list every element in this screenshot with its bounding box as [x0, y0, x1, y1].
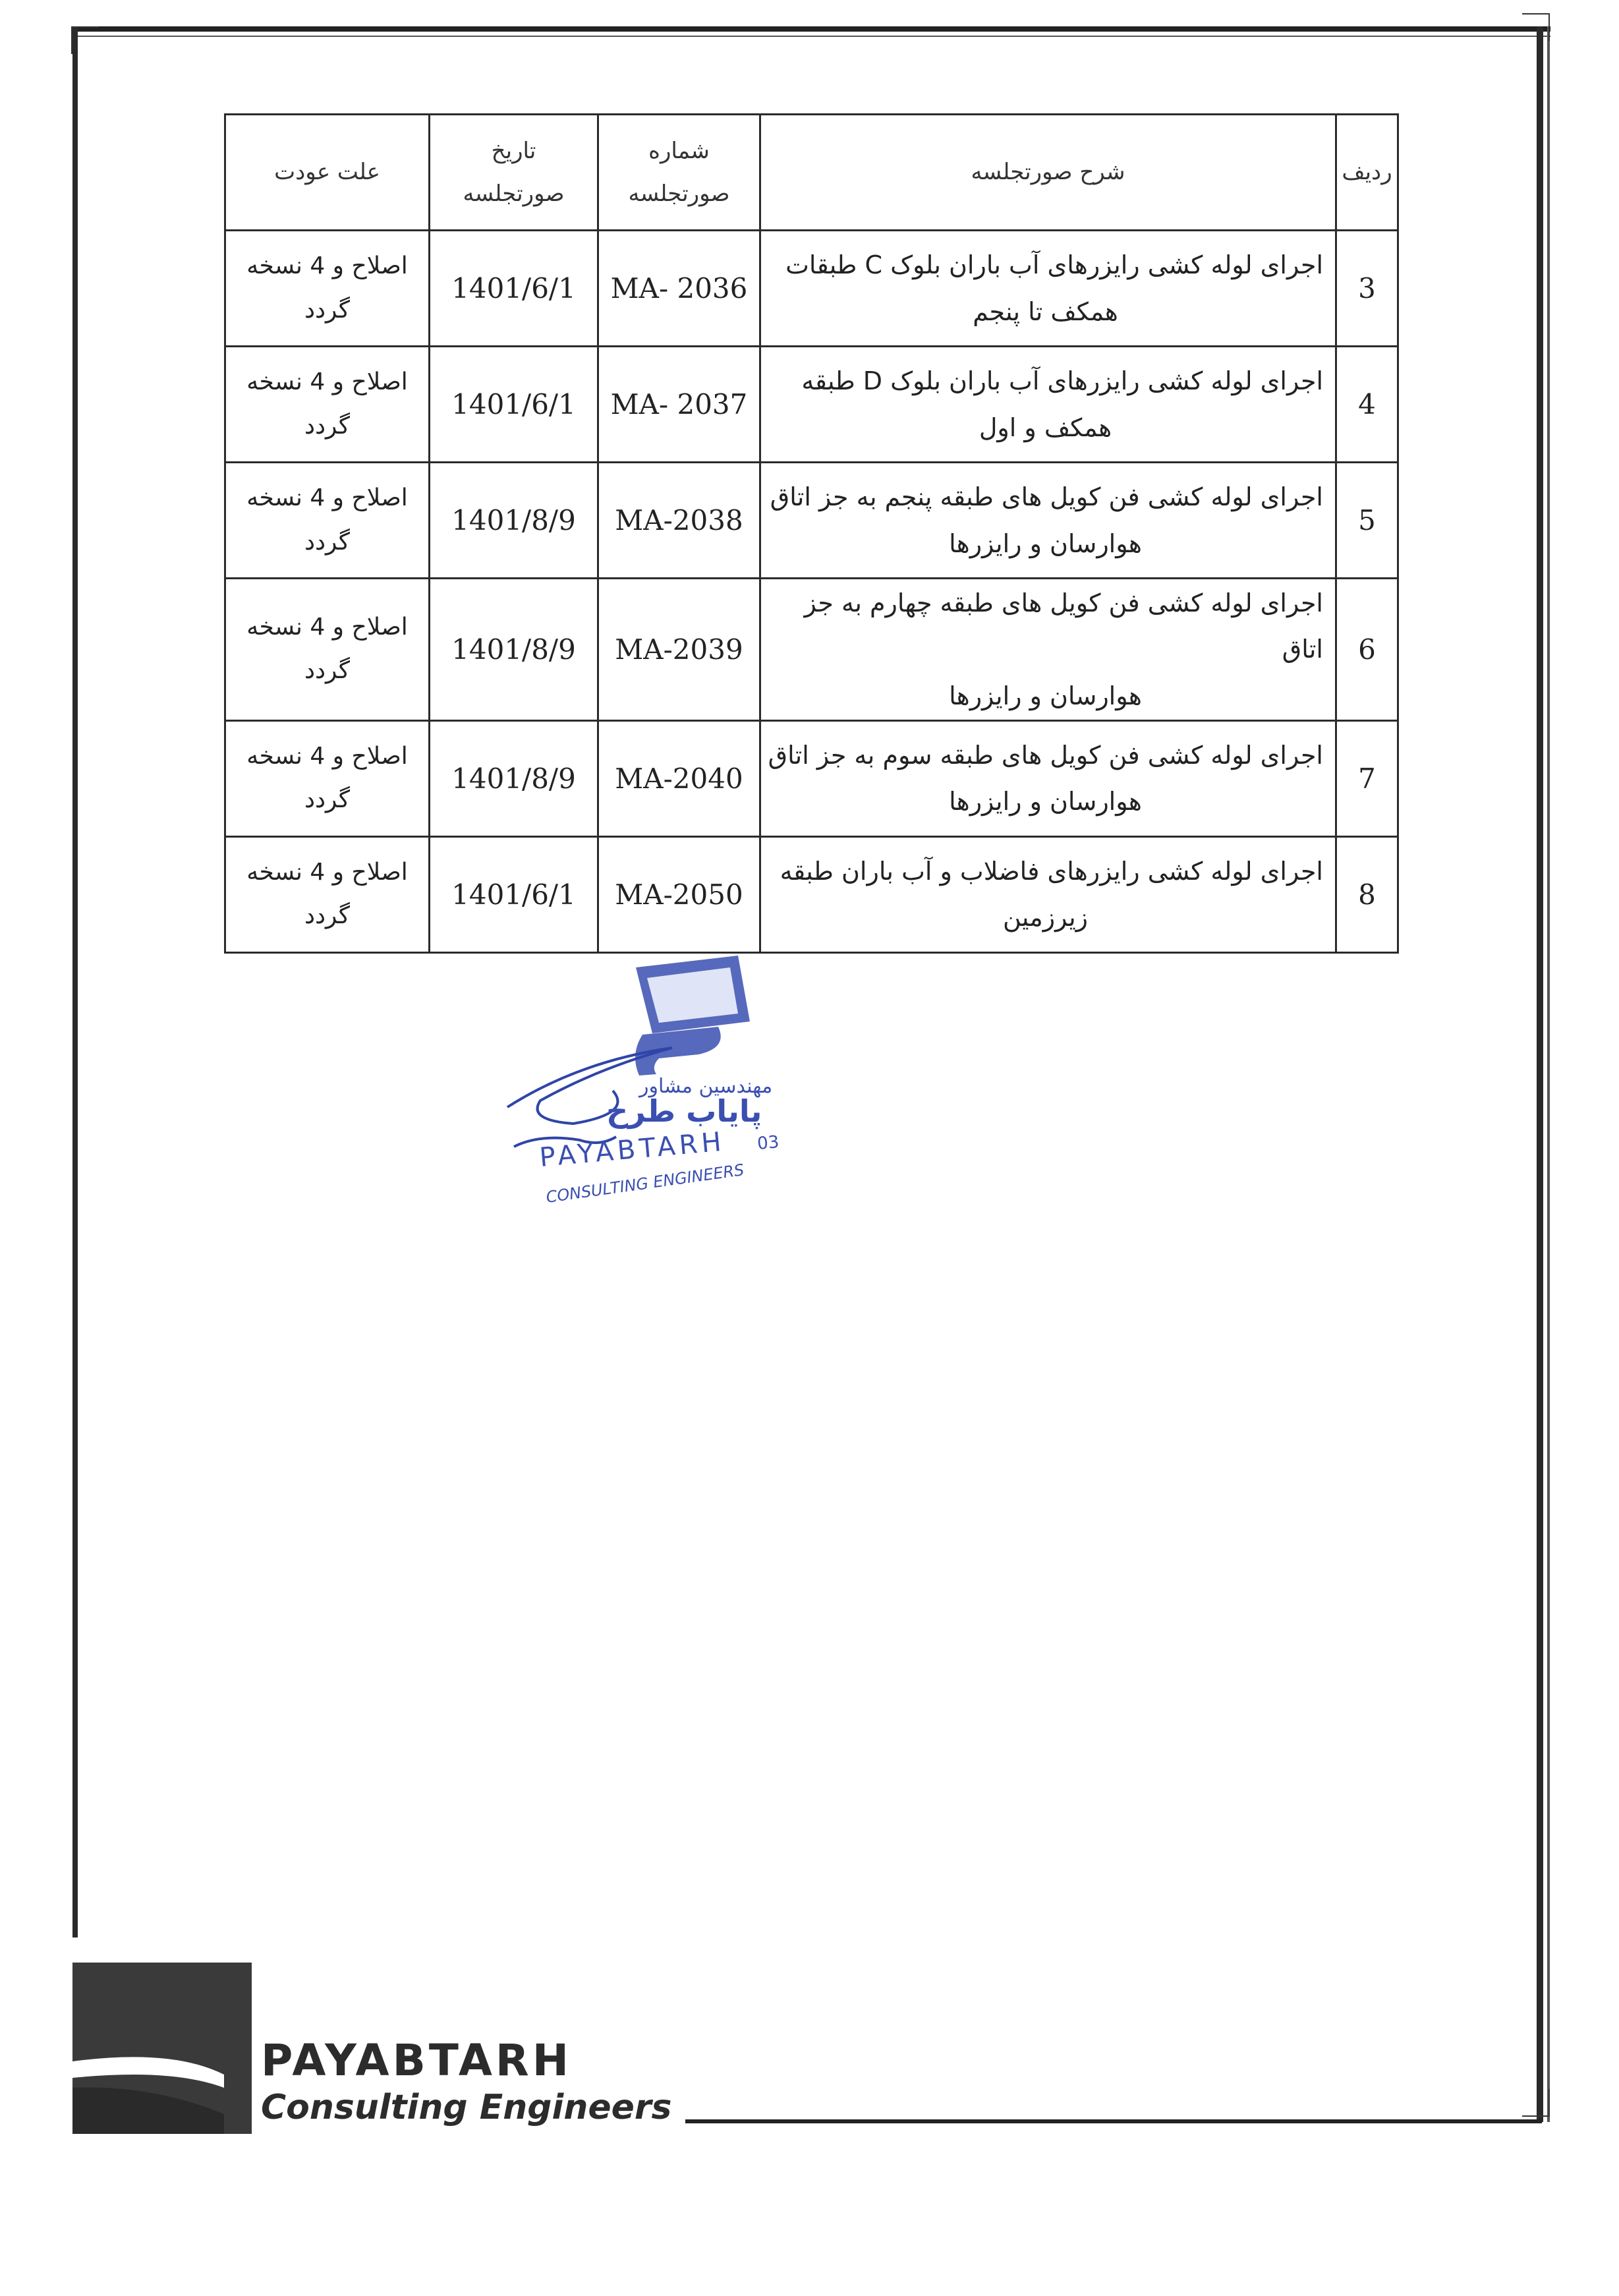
row-description-line2: زیرزمین — [1003, 903, 1088, 933]
table-row — [225, 347, 1398, 463]
row-reason-line2: گردد — [304, 657, 351, 685]
row-reason — [225, 463, 430, 579]
row-description-line1: اجرای لوله کشی رایزرهای فاضلاب و آب باران طبقه — [780, 857, 1323, 886]
corner-mark-top-right — [1522, 13, 1550, 41]
row-reason-line1: اصلاح و 4 نسخه — [246, 858, 408, 886]
minutes-table — [224, 113, 1399, 954]
row-date: 1401/8/9 — [430, 463, 598, 579]
stamp-logo-icon — [635, 956, 750, 1076]
company-logo-icon — [72, 1963, 252, 2134]
row-code: MA-2039 — [598, 579, 760, 721]
row-code: MA- 2037 — [598, 347, 760, 463]
row-reason-line1: اصلاح و 4 نسخه — [246, 484, 408, 511]
row-description — [760, 720, 1336, 836]
row-reason — [225, 579, 430, 721]
table-header-row — [225, 115, 1398, 231]
header-number-line1: شماره — [648, 137, 710, 164]
row-description-line1: اجرای لوله کشی فن کویل های طبقه چهارم به جز اتاق — [804, 588, 1323, 664]
row-description-line1: اجرای لوله کشی فن کویل های طبقه پنجم به جز اتاق — [770, 482, 1323, 512]
stamp-persian-line2: پایاب طرح — [606, 1093, 762, 1129]
row-reason-line1: اصلاح و 4 نسخه — [246, 742, 408, 770]
header-date — [430, 115, 598, 231]
row-description — [760, 463, 1336, 579]
row-date: 1401/6/1 — [430, 347, 598, 463]
row-description-line1: اجرای لوله کشی رایزرهای آب باران بلوک C طبقات — [785, 250, 1323, 280]
stamp-latin-line2: CONSULTING ENGINEERS — [544, 1161, 745, 1207]
page-frame-left — [72, 26, 78, 1937]
table-row — [225, 720, 1398, 836]
stamp-latin-code: 03 — [756, 1132, 780, 1154]
row-reason-line1: اصلاح و 4 نسخه — [246, 252, 408, 279]
table-row — [225, 463, 1398, 579]
corner-mark-bottom-right — [1522, 2089, 1550, 2117]
row-description-line1: اجرای لوله کشی فن کویل های طبقه سوم به جز اتاق — [768, 741, 1323, 770]
row-date: 1401/8/9 — [430, 579, 598, 721]
row-date: 1401/6/1 — [430, 836, 598, 952]
table-row — [225, 836, 1398, 952]
row-reason-line2: گردد — [304, 902, 351, 930]
row-code: MA- 2036 — [598, 231, 760, 347]
row-reason — [225, 720, 430, 836]
row-description-line2: هوارسان و رایزرها — [949, 529, 1142, 558]
row-date: 1401/6/1 — [430, 231, 598, 347]
header-date-line1: تاریخ — [491, 137, 536, 164]
corner-mark-top-left — [71, 26, 99, 54]
footer-company-subtitle: Consulting Engineers — [261, 2088, 672, 2127]
stamp-latin-line1: PAYABTARH — [538, 1126, 727, 1173]
row-reason-line1: اصلاح و 4 نسخه — [246, 368, 408, 395]
row-number: 3 — [1336, 231, 1398, 347]
company-stamp — [501, 949, 817, 1232]
row-date: 1401/8/9 — [430, 720, 598, 836]
row-number: 4 — [1336, 347, 1398, 463]
row-reason-line2: گردد — [304, 528, 351, 556]
row-description — [760, 231, 1336, 347]
header-description: شرح صورتجلسه — [760, 115, 1336, 231]
footer-rule — [685, 2119, 1542, 2123]
row-number: 5 — [1336, 463, 1398, 579]
row-description-line2: همکف و اول — [979, 413, 1112, 442]
row-code: MA-2050 — [598, 836, 760, 952]
row-reason-line2: گردد — [304, 786, 351, 814]
header-number — [598, 115, 760, 231]
page-frame-top-inner — [71, 36, 1550, 37]
table-row — [225, 579, 1398, 721]
row-reason — [225, 347, 430, 463]
header-date-line2: صورتجلسه — [463, 180, 565, 207]
row-description — [760, 347, 1336, 463]
page-frame-right-inner — [1547, 26, 1550, 2122]
row-number: 6 — [1336, 579, 1398, 721]
row-description-line2: هوارسان و رایزرها — [949, 681, 1142, 710]
row-reason — [225, 836, 430, 952]
row-reason-line2: گردد — [304, 412, 351, 440]
row-reason-line2: گردد — [304, 296, 351, 324]
row-code: MA-2038 — [598, 463, 760, 579]
row-reason-line1: اصلاح و 4 نسخه — [246, 613, 408, 641]
row-description-line2: همکف تا پنجم — [973, 297, 1118, 326]
row-code: MA-2040 — [598, 720, 760, 836]
page-frame-right — [1537, 26, 1543, 2122]
row-description — [760, 836, 1336, 952]
page-frame-top — [71, 26, 1550, 32]
footer-company-name: PAYABTARH — [261, 2035, 572, 2086]
row-number: 7 — [1336, 720, 1398, 836]
header-reason: علت عودت — [225, 115, 430, 231]
stamp-persian-line1: مهندسین مشاور — [639, 1075, 773, 1098]
row-description-line1: اجرای لوله کشی رایزرهای آب باران بلوک D طبقه — [801, 366, 1323, 396]
header-number-line2: صورتجلسه — [628, 180, 730, 207]
row-number: 8 — [1336, 836, 1398, 952]
row-description-line2: هوارسان و رایزرها — [949, 787, 1142, 817]
row-reason — [225, 231, 430, 347]
table-row — [225, 231, 1398, 347]
header-row-no: ردیف — [1336, 115, 1398, 231]
row-description — [760, 579, 1336, 721]
